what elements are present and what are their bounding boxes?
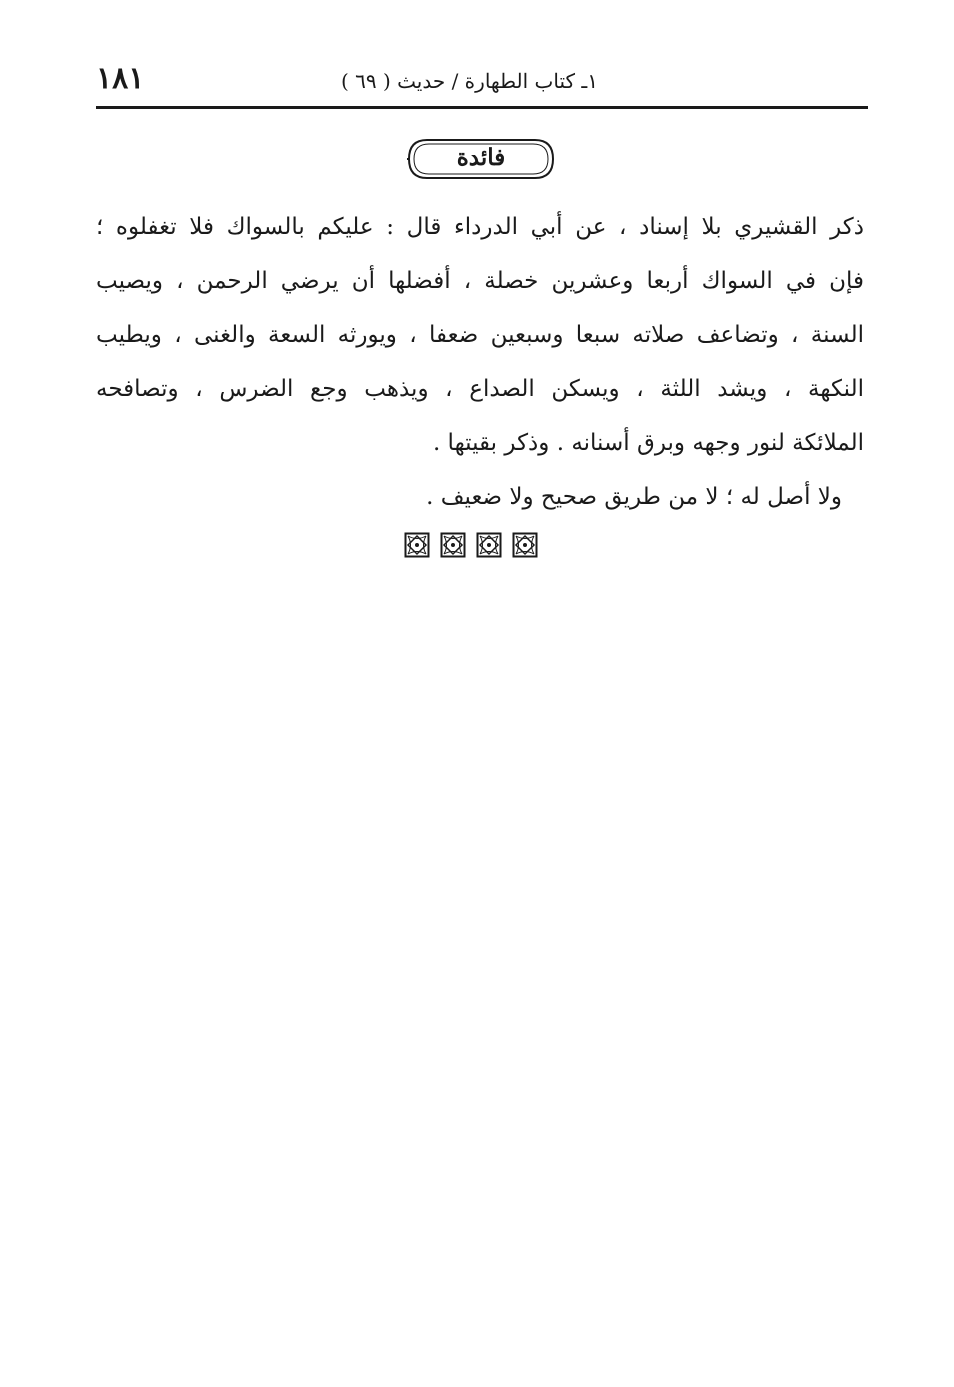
closing-line: ولا أصل له ؛ لا من طريق صحيح ولا ضعيف . bbox=[426, 484, 842, 510]
body-line: فإن في السواك أربعا وعشرين خصلة ، أفضلها أن يرضي الرحمن ، ويصيب bbox=[96, 268, 864, 294]
body-text bbox=[96, 200, 864, 524]
section-heading: فائدة bbox=[456, 144, 506, 171]
ornament-icon bbox=[440, 532, 466, 558]
ornament-icon bbox=[404, 532, 430, 558]
page-number: ١٨١ bbox=[96, 61, 145, 96]
section-end-ornaments bbox=[404, 532, 552, 558]
body-line: السنة ، وتضاعف صلاته سبعا وسبعين ضعفا ، ويورثه السعة والغنى ، ويطيب bbox=[96, 322, 864, 348]
running-head bbox=[96, 62, 868, 102]
ornament-icon bbox=[512, 532, 538, 558]
ornament-icon bbox=[476, 532, 502, 558]
section-heading-cartouche bbox=[407, 136, 555, 182]
body-line: الملائكة لنور وجهه وبرق أسنانه . وذكر بقيتها . bbox=[432, 430, 864, 456]
body-line: ذكر القشيري بلا إسناد ، عن أبي الدرداء قال : عليكم بالسواك فلا تغفلوه ؛ bbox=[96, 214, 864, 240]
body-line: النكهة ، ويشد اللثة ، ويسكن الصداع ، ويذهب وجع الضرس ، وتصافحه bbox=[96, 376, 864, 402]
header-rule bbox=[96, 106, 868, 109]
running-title: ١ـ كتاب الطهارة / حديث ( ٦٩ ) bbox=[340, 69, 598, 93]
